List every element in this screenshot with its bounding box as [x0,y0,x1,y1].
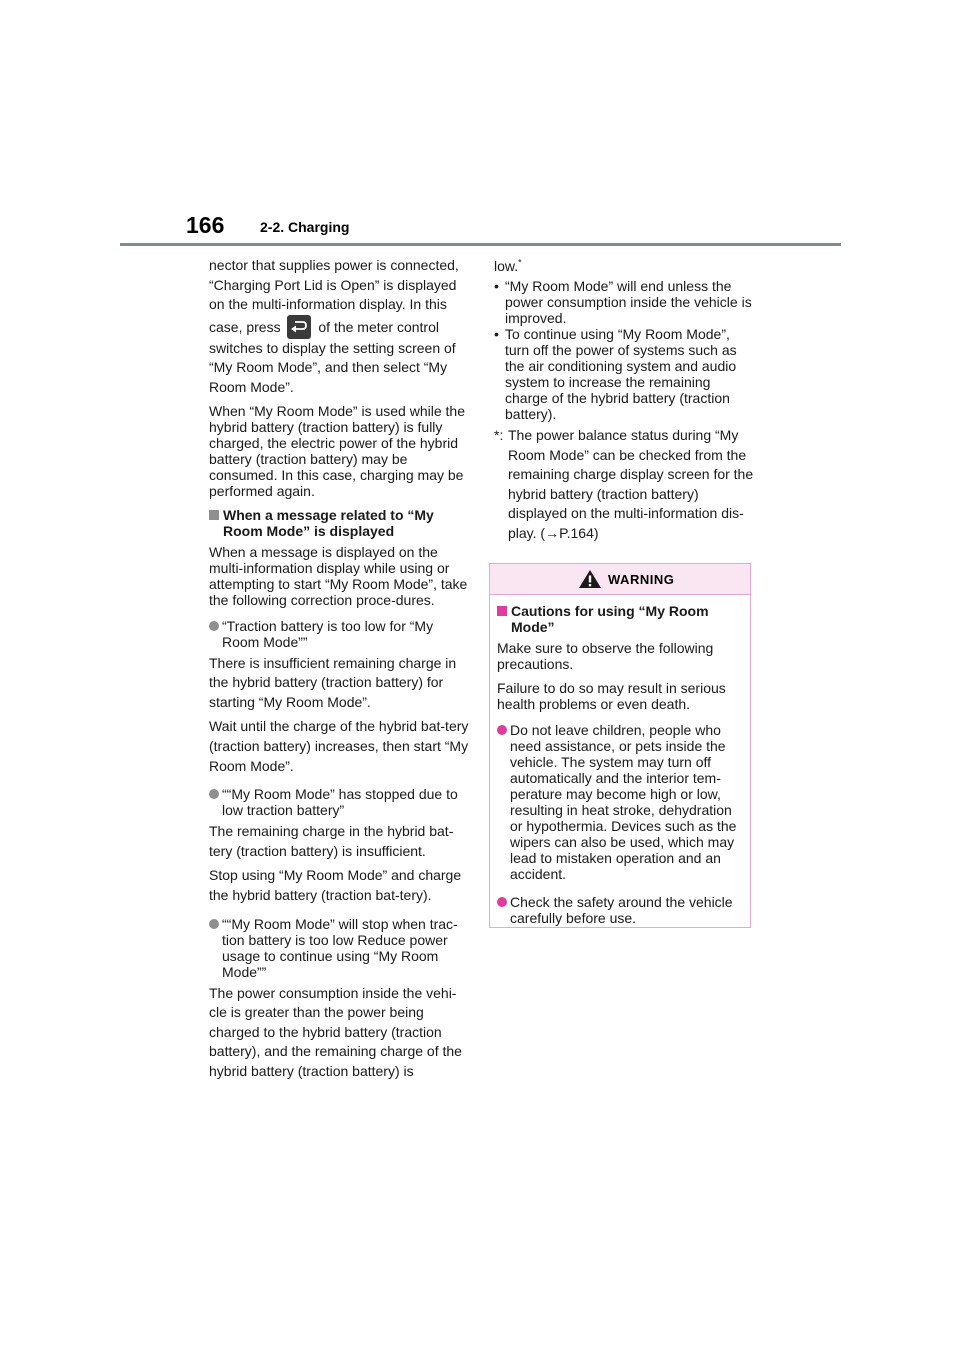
warning-title: WARNING [608,572,675,587]
warning-item [497,722,742,882]
paragraph: Make sure to observe the following precautions. [497,640,714,672]
paragraph: Wait until the charge of the hybrid bat-tery (traction battery) increases, then start “My Room Mode”. [209,718,469,774]
message-title: “Traction battery is too low for “My Room Mode”” [222,617,434,650]
back-arrow-icon [287,315,311,339]
circle-bullet-icon [209,621,219,631]
warning-heading-text: Cautions for using “My Room Mode” [511,603,709,635]
bullet-dot-icon: • [494,278,499,294]
page-number: 166 [186,212,225,238]
paragraph [209,256,469,398]
paragraph: When “My Room Mode” is used while the hybrid battery (traction battery) is fully charged, the electric power of the hybrid battery (traction battery) may be consumed. In this case, charging may be performed again. [209,402,465,499]
paragraph: The remaining charge in the hybrid bat-tery (traction battery) is insufficient. [209,823,454,859]
warning-box [489,563,751,928]
warning-body [490,595,750,926]
circle-bullet-icon [497,725,507,735]
list-item [494,326,754,422]
circle-bullet-icon [497,897,507,907]
paragraph: When a message is displayed on the multi-information display while using or attempting to start “My Room Mode”, take the following correction proce-dures. [209,543,468,608]
footnote [494,426,754,544]
message-item [209,618,469,650]
paragraph: Failure to do so may result in serious health problems or even death. [497,680,726,712]
circle-bullet-icon [209,919,219,929]
warning-header [490,564,750,595]
page-header [0,0,960,250]
message-item [209,916,469,980]
warning-item [497,894,742,926]
bullet-dot-icon: • [494,326,499,342]
list-item-text: “My Room Mode” will end unless the power consumption inside the vehicle is improved. [505,278,752,326]
message-title: ““My Room Mode” has stopped due to low traction battery” [222,786,458,819]
header-rule [120,243,841,246]
paragraph: There is insufficient remaining charge in the hybrid battery (traction battery) for starting “My Room Mode”. [209,654,457,710]
list-item [494,278,754,326]
left-column [209,256,469,1086]
footnote-marker: * [518,257,522,268]
square-bullet-icon [497,606,507,616]
message-title: ““My Room Mode” will stop when trac-tion battery is too low Reduce power usage to continue using “My Room Mode”” [222,915,458,980]
warning-heading [497,603,742,635]
message-item [209,786,469,818]
paragraph-text: nector that supplies power is connected, “Charging Port Lid is Open” is displayed on the multi-information display. In this case, press [209,257,459,335]
continued-text: low. [494,258,519,274]
section-heading-text: When a message related to “My Room Mode” is displayed [223,506,434,539]
circle-bullet-icon [209,789,219,799]
paragraph: Stop using “My Room Mode” and charge the hybrid battery (traction bat-tery). [209,867,462,903]
paragraph [494,256,754,276]
section-heading [209,507,469,539]
list-item-text: To continue using “My Room Mode”, turn off the power of systems such as the air conditioning system and audio system to increase the remaining charge of the hybrid battery (traction battery). [505,326,737,422]
section-title: 2-2. Charging [260,219,350,235]
page-reference-link[interactable]: P.164) [559,524,599,541]
warning-item-text: Check the safety around the vehicle carefully before use. [510,894,733,926]
paragraph: The power consumption inside the vehi-cle is greater than the power being charged to the hybrid battery (traction battery), and the remaining charge of the hybrid battery (traction battery) is [209,984,462,1079]
square-bullet-icon [209,510,219,520]
footnote-text: The power balance status during “My Room Mode” can be checked from the remaining charge display screen for the hybrid battery (traction battery) displayed on the multi-information dis-play. ( [508,427,754,541]
footnote-mark: *: [494,427,504,443]
right-column [494,256,754,544]
paragraph-text: of the meter control switches to display the setting screen of “My Room Mode”, and then select “My Room Mode”. [209,318,456,395]
warning-triangle-icon [578,569,602,589]
arrow-icon: → [545,524,560,541]
warning-item-text: Do not leave children, people who need assistance, or pets inside the vehicle. The system may turn off automatically and the interior tem-perature may become high or low, resulting in heat stroke, dehydration or hypothermia. Devices such as the wipers can also be used, which may lead to mistaken operation and an accident. [510,722,737,882]
